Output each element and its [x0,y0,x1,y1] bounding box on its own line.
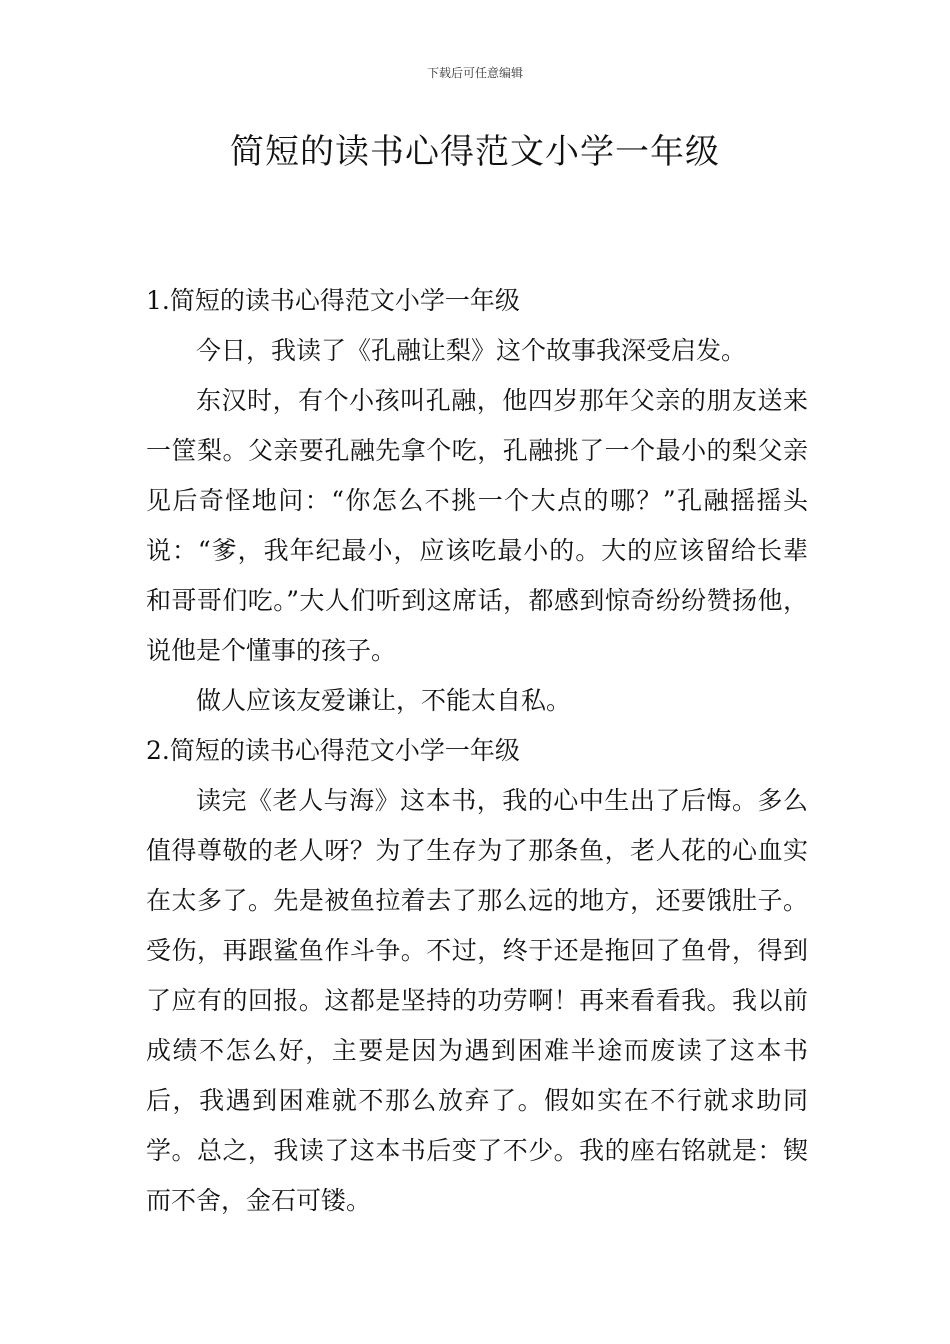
section-heading-2: 2.简短的读书心得范文小学一年级 [146,736,520,765]
document-title: 简短的读书心得范文小学一年级 [230,132,720,172]
section-1-paragraph-1: 今日，我读了《孔融让梨》这个故事我深受启发。 [196,336,747,365]
section-1-paragraph-2: 东汉时，有个小孩叫孔融，他四岁那年父亲的朋友送来一筐梨。父亲要孔融先拿个吃，孔融挑了一个最小的梨父亲见后奇怪地问：“你怎么不挑一个大点的哪？”孔融摇摇头说：“爹，我年纪最小，应该吃最小的。大的应该留给长辈和哥哥们吃。”大人们听到这席话，都感到惊奇纷纷赞扬他，说他是个懂事的孩子。 [146,386,808,665]
section-heading-1: 1.简短的读书心得范文小学一年级 [146,286,520,315]
document-body [146,276,808,1226]
header-note: 下载后可任意编辑 [426,66,523,80]
section-2-paragraph-1: 读完《老人与海》这本书，我的心中生出了后悔。多么值得尊敬的老人呀？为了生存为了那条鱼，老人花的心血实在太多了。先是被鱼拉着去了那么远的地方，还要饿肚子。受伤，再跟鲨鱼作斗争。不过，终于还是拖回了鱼骨，得到了应有的回报。这都是坚持的功劳啊！再来看看我。我以前成绩不怎么好，主要是因为遇到困难半途而废读了这本书后，我遇到困难就不那么放弃了。假如实在不行就求助同学。总之，我读了这本书后变了不少。我的座右铭就是：锲而不舍，金石可镂。 [146,786,808,1215]
section-1-paragraph-3: 做人应该友爱谦让，不能太自私。 [196,686,572,715]
